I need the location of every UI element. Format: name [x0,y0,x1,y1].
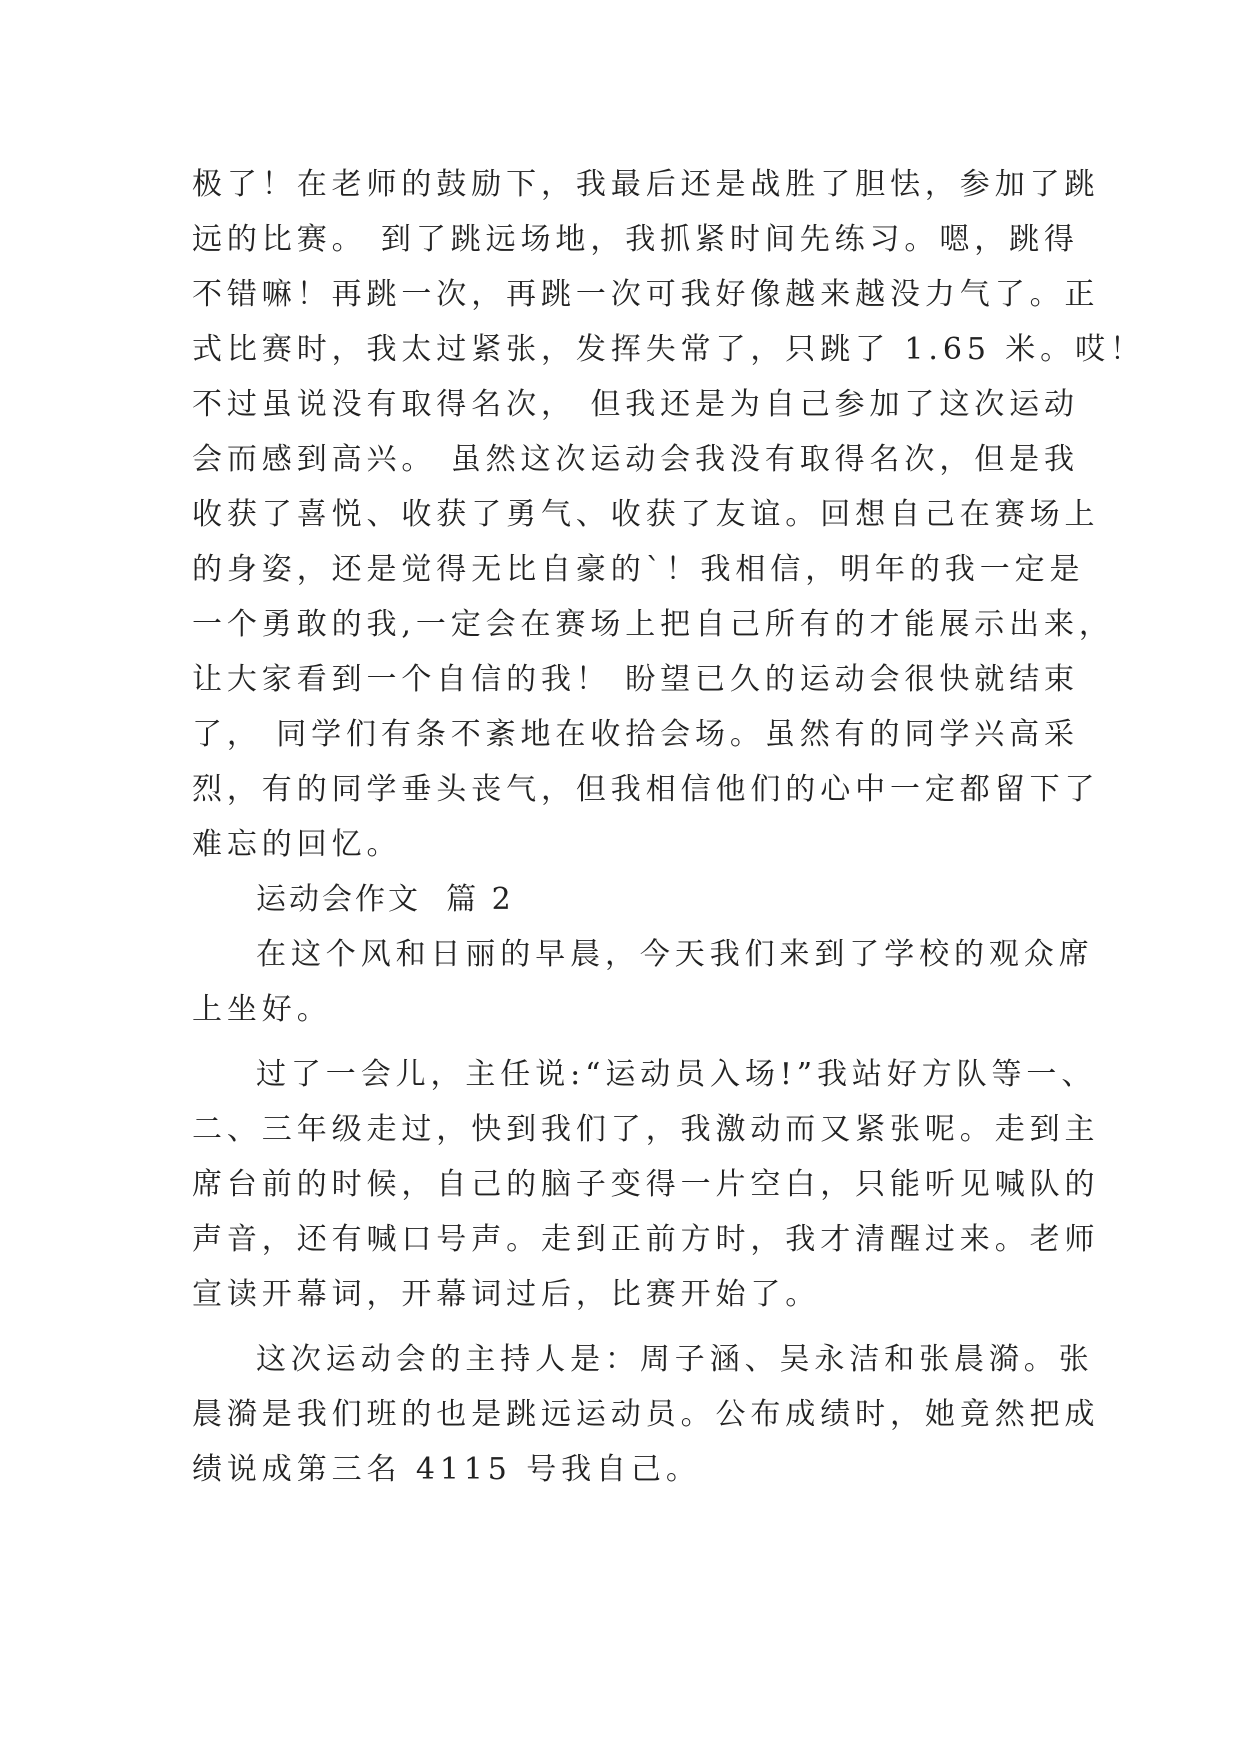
text-line: 了， 同学们有条不紊地在收拾会场。虽然有的同学兴高采 [192,717,1079,752]
text-line: 一个勇敢的我,一定会在赛场上把自己所有的才能展示出来， [192,607,1114,642]
paragraph-line: 声音，还有喊口号声。走到正前方时，我才清醒过来。老师 [192,1222,1100,1257]
paragraph-line: 宣读开幕词，开幕词过后，比赛开始了。 [192,1277,821,1312]
text-line: 的身姿，还是觉得无比自豪的`！我相信，明年的我一定是 [192,552,1085,587]
paragraph-line: 这次运动会的主持人是：周子涵、吴永洁和张晨漪。张 [256,1342,1094,1377]
text-line: 不过虽说没有取得名次， 但我还是为自己参加了这次运动 [192,387,1079,422]
text-line: 烈，有的同学垂头丧气，但我相信他们的心中一定都留下了 [192,772,1100,807]
paragraph-line: 过了一会儿，主任说:“运动员入场!”我站好方队等一、 [256,1057,1097,1092]
text-line: 式比赛时，我太过紧张，发挥失常了，只跳了 1.65 米。哎！ [192,332,1145,367]
text-line: 极了！在老师的鼓励下，我最后还是战胜了胆怯，参加了跳 [192,167,1100,202]
paragraph-line: 二、三年级走过，快到我们了，我激动而又紧张呢。走到主 [192,1112,1100,1147]
text-line: 让大家看到一个自信的我！ 盼望已久的运动会很快就结束 [192,662,1079,697]
text-line: 不错嘛！再跳一次，再跳一次可我好像越来越没力气了。正 [192,277,1100,312]
paragraph-line: 晨漪是我们班的也是跳远运动员。公布成绩时，她竟然把成 [192,1397,1100,1432]
section-heading: 运动会作文 篇 2 [256,882,514,917]
text-line: 难忘的回忆。 [192,827,402,862]
paragraph-line: 在这个风和日丽的早晨，今天我们来到了学校的观众席 [256,937,1094,972]
text-line: 会而感到高兴。 虽然这次运动会我没有取得名次，但是我 [192,442,1079,477]
text-line: 远的比赛。 到了跳远场地，我抓紧时间先练习。嗯，跳得 [192,222,1079,257]
paragraph-line: 上坐好。 [192,992,332,1027]
text-line: 收获了喜悦、收获了勇气、收获了友谊。回想自己在赛场上 [192,497,1100,532]
paragraph-line: 席台前的时候，自己的脑子变得一片空白，只能听见喊队的 [192,1167,1100,1202]
paragraph-line: 绩说成第三名 4115 号我自己。 [192,1452,701,1487]
